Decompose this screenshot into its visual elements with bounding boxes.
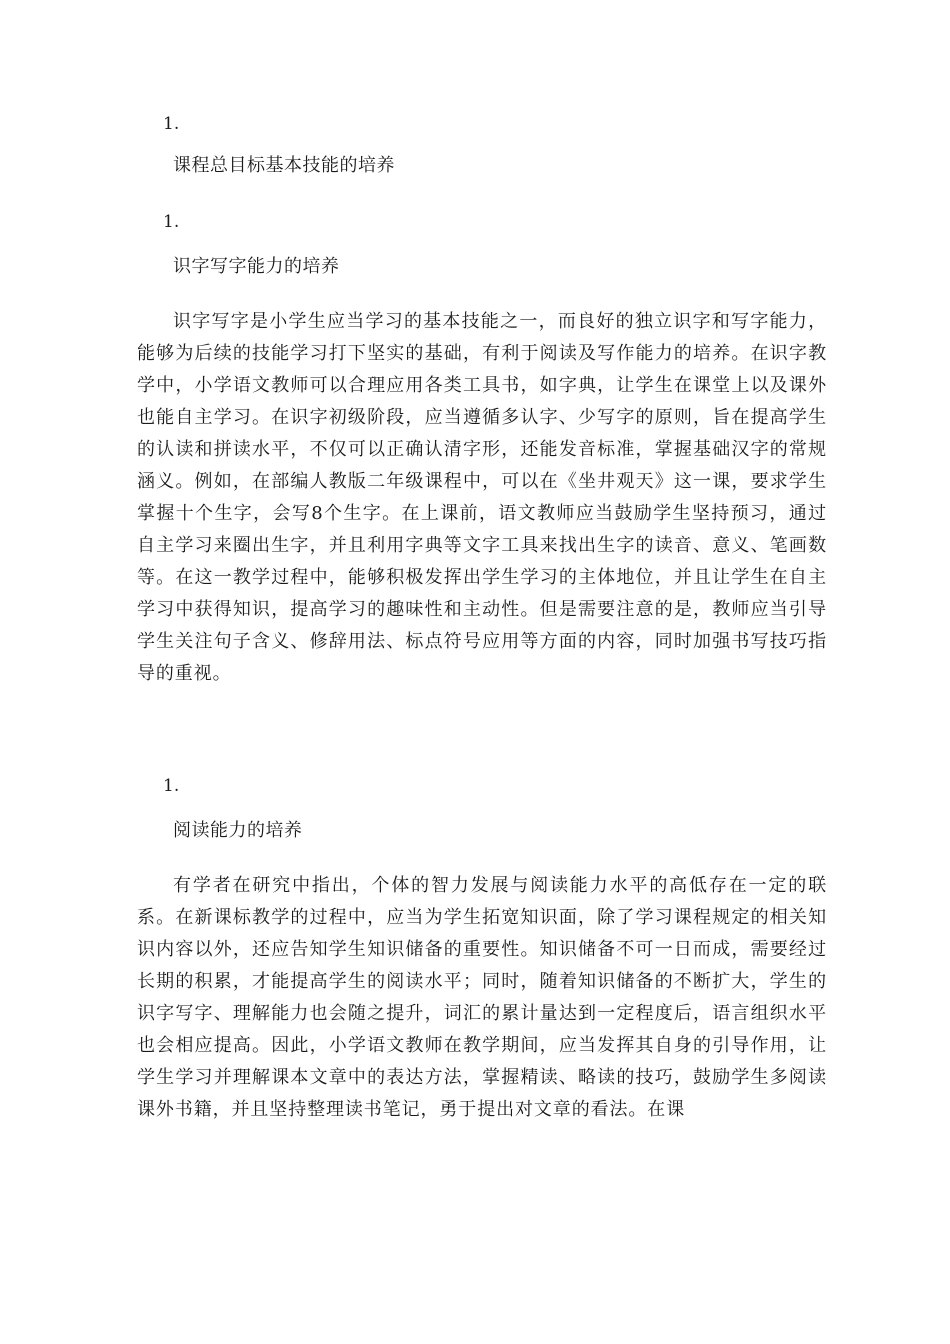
section-2-number: 1. — [163, 212, 180, 232]
section-1-heading: 课程总目标基本技能的培养 — [173, 155, 395, 176]
section-3-number: 1. — [163, 776, 180, 796]
section-2-paragraph: 识字写字是小学生应当学习的基本技能之一，而良好的独立识字和写字能力，能够为后续的技能学习打下坚实的基础，有利于阅读及写作能力的培养。在识字教学中，小学语文教师可以合理应用各类工具书，如字典，让学生在课堂上以及课外也能自主学习。在识字初级阶段，应当遵循多认字、少写字的原则，旨在提高学生的认读和拼读水平，不仅可以正确认清字形，还能发音标准，掌握基础汉字的常规涵义。例如，在部编人教版二年级课程中，可以在《坐井观天》这一课，要求学生掌握十个生字，会写8个生字。在上课前，语文教师应当鼓励学生坚持预习，通过自主学习来圈出生字，并且利用字典等文字工具来找出生字的读音、意义、笔画数等。在这一教学过程中，能够积极发挥出学生学习的主体地位，并且让学生在自主学习中获得知识，提高学习的趣味性和主动性。但是需要注意的是，教师应当引导学生关注句子含义、修辞用法、标点符号应用等方面的内容，同时加强书写技巧指导的重视。 — [137, 311, 827, 684]
section-3-paragraph: 有学者在研究中指出，个体的智力发展与阅读能力水平的高低存在一定的联系。在新课标教学的过程中，应当为学生拓宽知识面，除了学习课程规定的相关知识内容以外，还应告知学生知识储备的重要性。知识储备不可一日而成，需要经过长期的积累，才能提高学生的阅读水平；同时，随着知识储备的不断扩大，学生的识字写字、理解能力也会随之提升，词汇的累计量达到一定程度后，语言组织水平也会相应提高。因此，小学语文教师在教学期间，应当发挥其自身的引导作用，让学生学习并理解课本文章中的表达方法，掌握精读、略读的技巧，鼓励学生多阅读课外书籍，并且坚持整理读书笔记，勇于提出对文章的看法。在课 — [137, 875, 827, 1120]
section-3-heading: 阅读能力的培养 — [173, 820, 303, 841]
section-2-heading: 识字写字能力的培养 — [173, 256, 340, 277]
section-1-number: 1. — [163, 114, 180, 134]
